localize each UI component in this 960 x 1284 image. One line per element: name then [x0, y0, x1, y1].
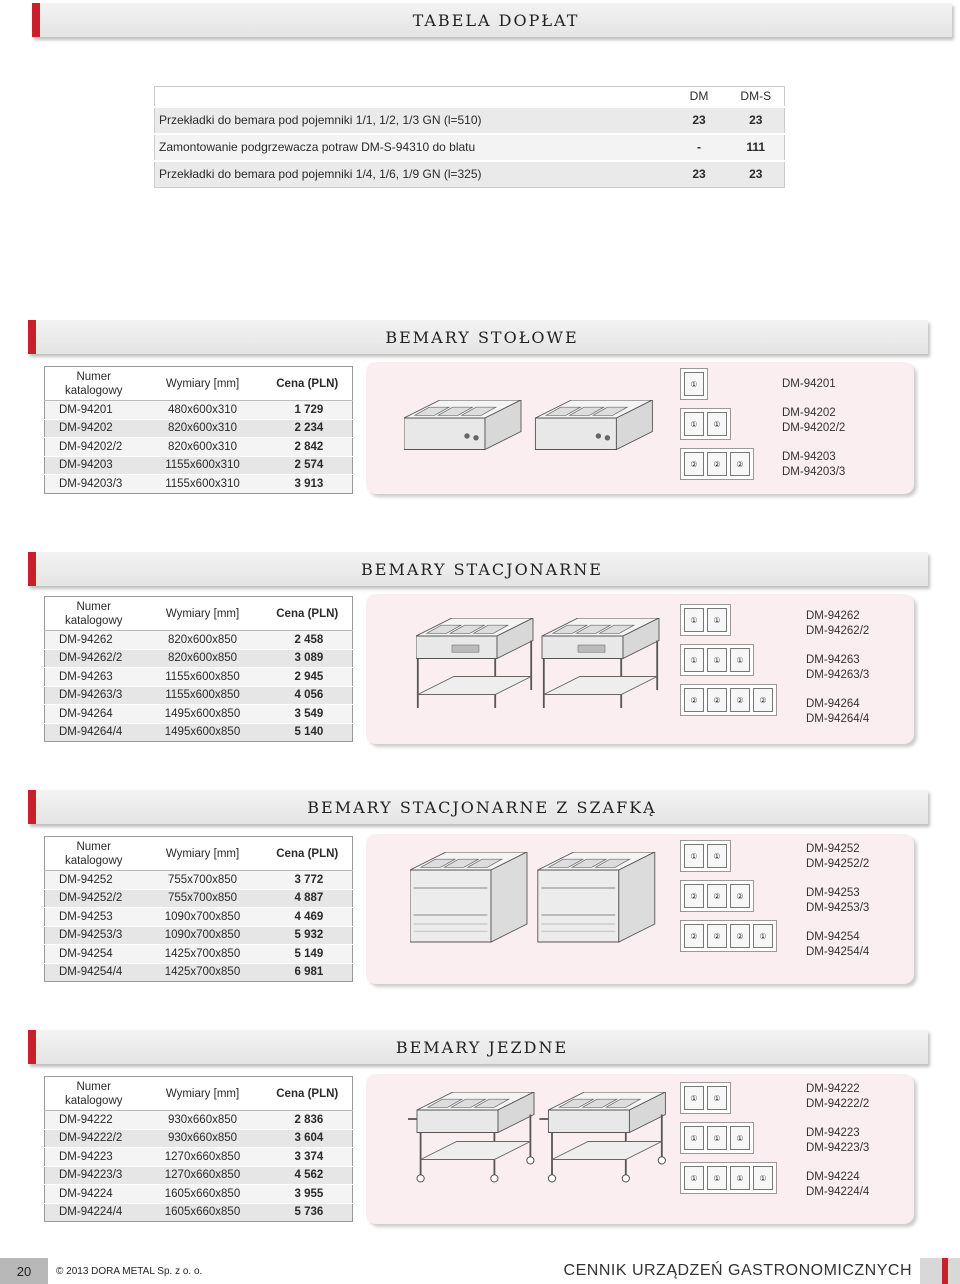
table-row: DM-94253 1090x700x850 4 469 — [45, 908, 353, 927]
table-row: DM-94264/4 1495x600x850 5 140 — [45, 723, 353, 742]
page-footer — [0, 1258, 960, 1284]
col-dms: DM-S — [728, 87, 785, 107]
table-row: DM-94262 820x600x850 2 458 — [45, 631, 353, 650]
product-illustration — [410, 852, 670, 962]
product-illustration — [404, 400, 674, 470]
section-title: BEMARY JEZDNE — [395, 1037, 569, 1057]
page-title: TABELA DOPŁAT — [412, 10, 580, 30]
section-title: BEMARY STACJONARNE — [361, 559, 603, 579]
table-row: DM-94262/2 820x600x850 3 089 — [45, 649, 353, 668]
table-row: DM-94252 755x700x850 3 772 — [45, 871, 353, 890]
section-title: BEMARY STACJONARNE Z SZAFKĄ — [307, 797, 657, 817]
gn-layout: ① ① ① — [680, 644, 754, 676]
table-row: DM-94224/4 1605x660x850 5 736 — [45, 1203, 353, 1222]
table-row: DM-94222/2 930x660x850 3 604 — [45, 1129, 353, 1148]
gn-layout: ① ① — [680, 1082, 731, 1114]
code-list: DM-94222 DM-94222/2 DM-94223 DM-94223/3 DM-94224 DM-94224/4 — [806, 1083, 870, 1198]
table-row: DM-94222 930x660x850 2 836 — [45, 1111, 353, 1130]
table-row: DM-94202/2 820x600x310 2 842 — [45, 438, 353, 457]
table-row: Przekładki do bemara pod pojemniki 1/4, 1/6, 1/9 GN (l=325) 23 23 — [155, 161, 785, 188]
table-row: DM-94254 1425x700x850 5 149 — [45, 945, 353, 964]
gn-layout: ② ② ② ① — [680, 920, 777, 952]
section-title: BEMARY STOŁOWE — [385, 327, 579, 347]
price-table — [44, 366, 353, 494]
table-row: Przekładki do bemara pod pojemniki 1/1, 1/2, 1/3 GN (l=510) 23 23 — [155, 107, 785, 134]
col-dims: Wymiary [mm] — [143, 367, 263, 401]
price-table: Numer katalogowy Wymiary [mm] Cena (PLN) DM-94252 755x700x850 3 772 DM-94252/2 755x700x850 4 887 DM-94253 1090x700x850 4 469 DM-94253/3 1090x700x850 5 932 DM-94254 1425x700x850 5 149 DM-94254/4 1425x700x850 6 981 — [44, 836, 353, 982]
catalog-title: CENNIK URZĄDZEŃ GASTRONOMICZNYCH — [563, 1262, 912, 1279]
table-row: DM-94223 1270x660x850 3 374 — [45, 1148, 353, 1167]
footer-strip — [920, 1258, 960, 1284]
gn-layouts — [680, 604, 777, 724]
gn-layout: ② ② ② — [680, 448, 754, 480]
product-illustration — [416, 618, 676, 728]
gn-layout: ② ② ② ② — [680, 684, 777, 716]
table-row: DM-94252/2 755x700x850 4 887 — [45, 889, 353, 908]
code-list: DM-94201 DM-94202 DM-94202/2 DM-94203 DM-94203/3 — [782, 378, 846, 478]
code-list: DM-94252 DM-94252/2 DM-94253 DM-94253/3 DM-94254 DM-94254/4 — [806, 843, 870, 958]
page-title-bar — [32, 3, 952, 37]
col-dm: DM — [671, 87, 728, 107]
section-title-bar — [28, 1030, 928, 1064]
table-row: DM-94253/3 1090x700x850 5 932 — [45, 926, 353, 945]
code-list: DM-94262 DM-94262/2 DM-94263 DM-94263/3 DM-94264 DM-94264/4 — [806, 610, 870, 725]
gn-layout: ① — [680, 368, 708, 400]
gn-layout: ② ② ② — [680, 880, 754, 912]
price-table: Numer katalogowy Wymiary [mm] Cena (PLN) DM-94262 820x600x850 2 458 DM-94262/2 820x600x850 3 089 DM-94263 1155x600x850 2 945 DM-94263/3 1155x600x850 4 056 DM-94264 1495x600x850 3 549 DM-94264/4 1495x600x850 5 140 — [44, 596, 353, 742]
section-title-bar — [28, 790, 928, 824]
table-row: DM-94224 1605x660x850 3 955 — [45, 1185, 353, 1204]
copyright: © 2013 DORA METAL Sp. z o. o. — [56, 1265, 203, 1277]
table-row: DM-94254/4 1425x700x850 6 981 — [45, 963, 353, 982]
product-illustration — [408, 1092, 678, 1202]
gn-layout: ① ① — [680, 840, 731, 872]
table-row: DM-94223/3 1270x660x850 4 562 — [45, 1166, 353, 1185]
table-row: DM-94201 480x600x310 1 729 — [45, 401, 353, 420]
page-number: 20 — [0, 1258, 48, 1284]
gn-layout: ① ① — [680, 604, 731, 636]
table-row: DM-94264 1495x600x850 3 549 — [45, 705, 353, 724]
col-price: Cena (PLN) — [263, 367, 353, 401]
table-row: DM-94263 1155x600x850 2 945 — [45, 668, 353, 687]
section-title-bar — [28, 320, 928, 354]
gn-layout: ① ① ① ① — [680, 1162, 777, 1194]
surcharge-table — [154, 86, 785, 188]
table-row: DM-94203/3 1155x600x310 3 913 — [45, 475, 353, 494]
table-row: DM-94202 820x600x310 2 234 — [45, 419, 353, 438]
table-row: Zamontowanie podgrzewacza potraw DM-S-94310 do blatu - 111 — [155, 134, 785, 161]
gn-layouts — [680, 840, 777, 960]
table-row: DM-94263/3 1155x600x850 4 056 — [45, 686, 353, 705]
gn-layout: ① ① — [680, 408, 731, 440]
gn-layouts — [680, 368, 754, 488]
price-table: Numer katalogowy Wymiary [mm] Cena (PLN) DM-94222 930x660x850 2 836 DM-94222/2 930x660x850 3 604 DM-94223 1270x660x850 3 374 DM-94223/3 1270x660x850 4 562 DM-94224 1605x660x850 3 955 DM-94224/4 1605x660x850 5 736 — [44, 1076, 353, 1222]
gn-layout: ① ① ① — [680, 1122, 754, 1154]
table-row: DM-94203 1155x600x310 2 574 — [45, 456, 353, 475]
col-code: Numer katalogowy — [45, 367, 143, 401]
section-title-bar — [28, 552, 928, 586]
gn-layouts — [680, 1082, 777, 1202]
